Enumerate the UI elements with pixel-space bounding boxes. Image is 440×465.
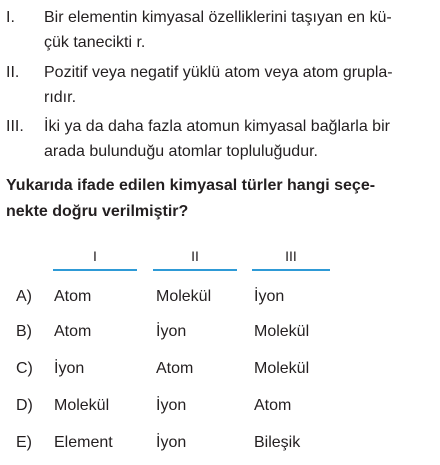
statement-line: çük tanecikti r.: [44, 34, 146, 51]
option-letter: D): [16, 397, 33, 414]
column-rule-2: [153, 269, 237, 271]
option-cell-2: İyon: [156, 397, 187, 414]
column-rule-1: [53, 269, 137, 271]
statement-line: İki ya da daha fazla atomun kimyasal bağlarla bir: [44, 118, 390, 135]
option-letter: E): [16, 434, 32, 451]
option-cell-1: Atom: [54, 323, 92, 340]
option-cell-1: Element: [54, 434, 113, 451]
statement-number: I.: [6, 9, 15, 26]
option-cell-3: İyon: [254, 288, 285, 305]
statement-text: [44, 60, 424, 110]
statement-number: II.: [6, 64, 20, 81]
question-line: Yukarıda ifade edilen kimyasal türler hangi seçe-: [6, 177, 376, 194]
question-line: nekte doğru verilmiştir?: [6, 203, 189, 220]
statement-line: Bir elementin kimyasal özelliklerini taşıyan en kü-: [44, 9, 392, 26]
option-cell-3: Molekül: [254, 323, 310, 340]
statement-line: Pozitif veya negatif yüklü atom veya atom grupla-: [44, 64, 393, 81]
option-cell-2: İyon: [156, 434, 187, 451]
question-text: [6, 173, 426, 225]
option-letter: A): [16, 288, 32, 305]
statement-number: III.: [6, 118, 24, 135]
column-header-3: III: [285, 248, 297, 264]
option-cell-1: İyon: [54, 360, 85, 377]
statement-line: rıdır.: [44, 89, 77, 106]
option-cell-1: Molekül: [54, 397, 110, 414]
statement-text: [44, 5, 424, 55]
option-cell-1: Atom: [54, 288, 92, 305]
column-header-2: II: [191, 248, 199, 264]
statement-text: [44, 114, 424, 164]
option-cell-2: Molekül: [156, 288, 212, 305]
option-letter: B): [16, 323, 32, 340]
column-rule-3: [252, 269, 330, 271]
option-cell-2: İyon: [156, 323, 187, 340]
column-header-1: I: [93, 248, 97, 264]
option-cell-2: Atom: [156, 360, 194, 377]
option-cell-3: Molekül: [254, 360, 310, 377]
option-cell-3: Atom: [254, 397, 292, 414]
statement-line: arada bulunduğu atomlar topluluğudur.: [44, 143, 318, 160]
option-cell-3: Bileşik: [254, 434, 301, 451]
option-letter: C): [16, 360, 33, 377]
